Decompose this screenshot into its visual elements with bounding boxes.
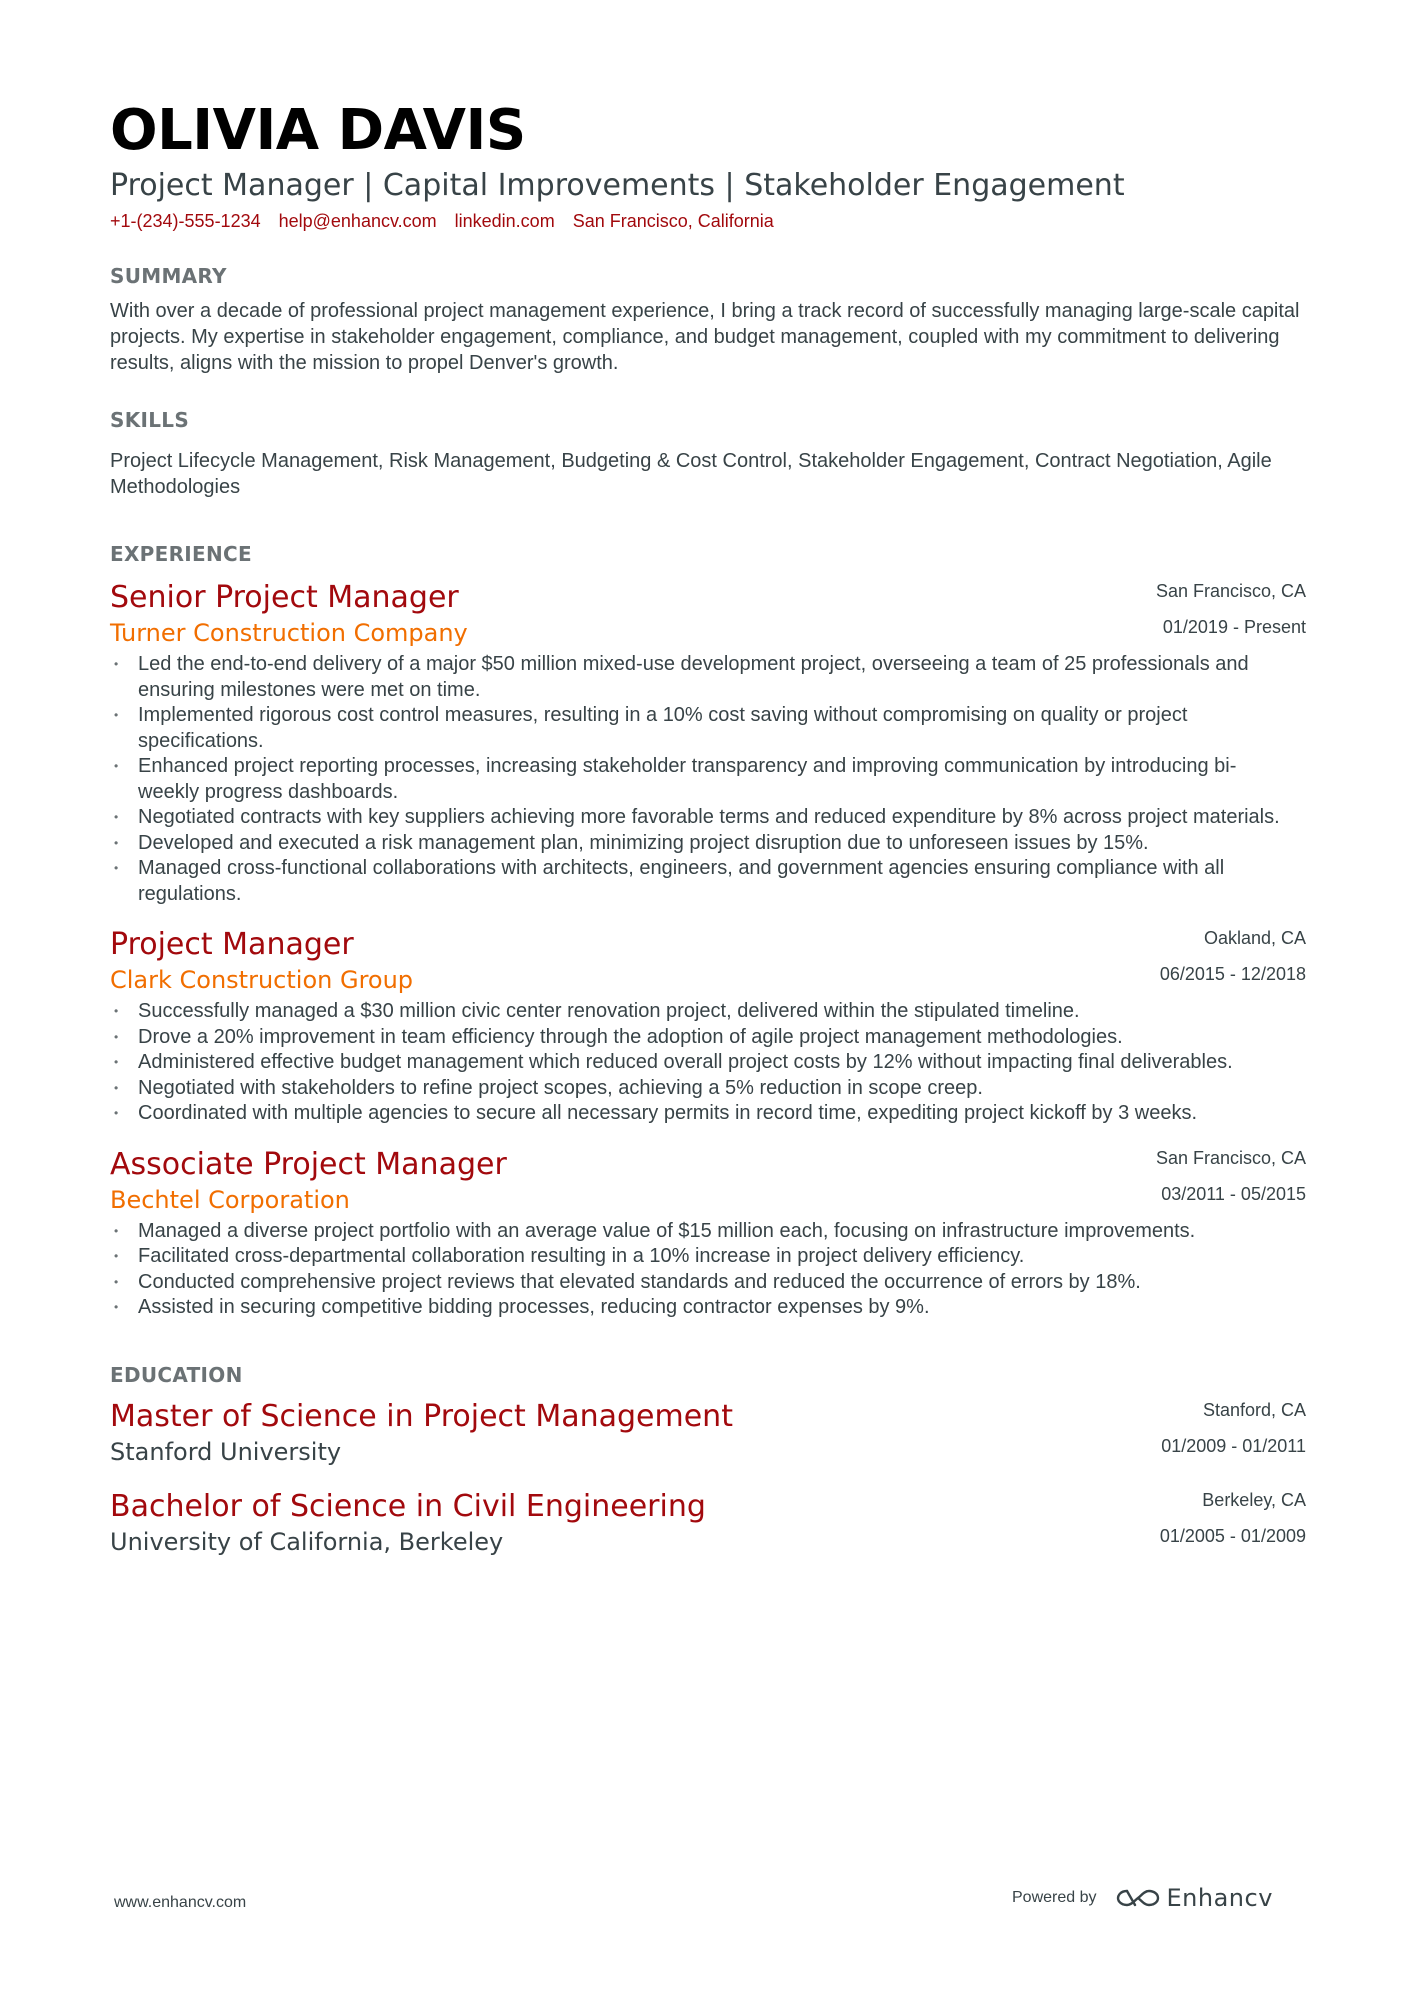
job-dates: 06/2015 - 12/2018 <box>1159 964 1306 984</box>
job-title: Senior Project Manager <box>110 580 459 615</box>
bullet-item: • Managed cross-functional collaborations with architects, engineers, and government agencies ensuring compliance with all regulations. <box>110 856 1290 907</box>
job-location: San Francisco, CA <box>1155 1147 1306 1168</box>
resume-page <box>110 96 1306 1557</box>
candidate-tagline: Project Manager | Capital Improvements | Stakeholder Engagement <box>110 168 1125 203</box>
skills-title: SKILLS <box>110 408 190 432</box>
contact-location: San Francisco, California <box>572 211 774 231</box>
entry-header <box>110 1487 1306 1557</box>
experience-entry <box>110 578 1306 907</box>
summary-title: SUMMARY <box>110 264 227 288</box>
entry-header <box>110 925 1306 995</box>
job-bullets <box>110 999 1306 1127</box>
bullet-item: • Drove a 20% improvement in team efficiency through the adoption of agile project management methodologies. <box>110 1025 1290 1051</box>
bullet-item: • Facilitated cross-departmental collaboration resulting in a 10% increase in project delivery efficiency. <box>110 1244 1290 1270</box>
bullet-item: • Negotiated with stakeholders to refine project scopes, achieving a 5% reduction in scope creep. <box>110 1076 1290 1102</box>
degree-title: Master of Science in Project Management <box>110 1398 733 1434</box>
job-title: Project Manager <box>110 927 354 962</box>
summary-text: With over a decade of professional project management experience, I bring a track record of successfully managing large-scale capital projects. My expertise in stakeholder engagement, compliance, and budget management, coupled with my commitment to delivering results, aligns with the mission to propel Denver's growth. <box>110 300 1300 374</box>
job-company: Bechtel Corporation <box>110 1185 350 1214</box>
degree-title: Bachelor of Science in Civil Engineering <box>110 1488 706 1524</box>
job-company: Turner Construction Company <box>110 619 468 647</box>
school-dates: 01/2009 - 01/2011 <box>1161 1435 1306 1456</box>
education-entry <box>110 1487 1306 1557</box>
job-location: San Francisco, CA <box>1155 581 1306 601</box>
candidate-name: OLIVIA DAVIS <box>110 98 526 163</box>
experience-entry <box>110 1145 1306 1321</box>
resume-header <box>110 96 1306 234</box>
contact-row <box>110 208 1306 234</box>
entry-header <box>110 1397 1306 1467</box>
bullet-item: • Implemented rigorous cost control measures, resulting in a 10% cost saving without compromising on quality or project specifications. <box>110 703 1290 754</box>
bullet-item: • Assisted in securing competitive bidding processes, reducing contractor expenses by 9%. <box>110 1295 1290 1321</box>
footer-branding <box>1012 1884 1273 1912</box>
bullet-item: • Conducted comprehensive project reviews that elevated standards and reduced the occurrence of errors by 18%. <box>110 1270 1290 1296</box>
job-title: Associate Project Manager <box>110 1146 507 1182</box>
education-section <box>110 1361 1306 1557</box>
summary-section <box>110 262 1306 376</box>
education-title: EDUCATION <box>110 1362 243 1387</box>
skills-section <box>110 406 1306 500</box>
bullet-item: • Negotiated contracts with key suppliers achieving more favorable terms and reduced expenditure by 8% across project materials. <box>110 805 1290 831</box>
entry-header <box>110 1145 1306 1215</box>
job-bullets <box>110 1219 1306 1321</box>
bullet-item: • Administered effective budget management which reduced overall project costs by 12% without impacting final deliverables. <box>110 1050 1290 1076</box>
contact-linkedin[interactable]: linkedin.com <box>454 211 555 231</box>
job-dates: 01/2019 - Present <box>1162 617 1306 637</box>
infinity-logo-icon <box>1115 1886 1161 1910</box>
bullet-item: • Coordinated with multiple agencies to secure all necessary permits in record time, expediting project kickoff by 3 weeks. <box>110 1101 1290 1127</box>
entry-header <box>110 578 1306 648</box>
job-dates: 03/2011 - 05/2015 <box>1161 1183 1306 1204</box>
school-name: Stanford University <box>110 1437 342 1466</box>
experience-section <box>110 540 1306 1321</box>
powered-by-label: Powered by <box>1012 1889 1097 1906</box>
skills-text: Project Lifecycle Management, Risk Management, Budgeting & Cost Control, Stakeholder Engagement, Contract Negotiation, Agile Methodologies <box>110 450 1272 498</box>
education-entry <box>110 1397 1306 1467</box>
bullet-item: • Developed and executed a risk management plan, minimizing project disruption due to unforeseen issues by 15%. <box>110 831 1290 857</box>
contact-phone[interactable]: +1-(234)-555-1234 <box>110 211 261 231</box>
bullet-item: • Led the end-to-end delivery of a major $50 million mixed-use development project, overseeing a team of 25 professionals and ensuring milestones were met on time. <box>110 652 1290 703</box>
brand-name: Enhancv <box>1166 1884 1273 1912</box>
experience-title: EXPERIENCE <box>110 542 252 566</box>
school-dates: 01/2005 - 01/2009 <box>1159 1525 1306 1546</box>
bullet-item: • Successfully managed a $30 million civic center renovation project, delivered within the stipulated timeline. <box>110 999 1290 1025</box>
brand-logo[interactable] <box>1115 1884 1273 1912</box>
school-name: University of California, Berkeley <box>110 1527 504 1556</box>
job-bullets <box>110 652 1306 907</box>
bullet-item: • Enhanced project reporting processes, increasing stakeholder transparency and improving communication by introducing bi-weekly progress dashboards. <box>110 754 1290 805</box>
contact-email[interactable]: help@enhancv.com <box>278 211 437 231</box>
bullet-item: • Managed a diverse project portfolio with an average value of $15 million each, focusing on infrastructure improvements. <box>110 1219 1290 1245</box>
job-company: Clark Construction Group <box>110 966 414 994</box>
school-location: Berkeley, CA <box>1202 1489 1306 1510</box>
school-location: Stanford, CA <box>1202 1399 1306 1420</box>
footer-website[interactable]: www.enhancv.com <box>114 1894 247 1911</box>
job-location: Oakland, CA <box>1203 928 1306 948</box>
experience-entry <box>110 925 1306 1127</box>
